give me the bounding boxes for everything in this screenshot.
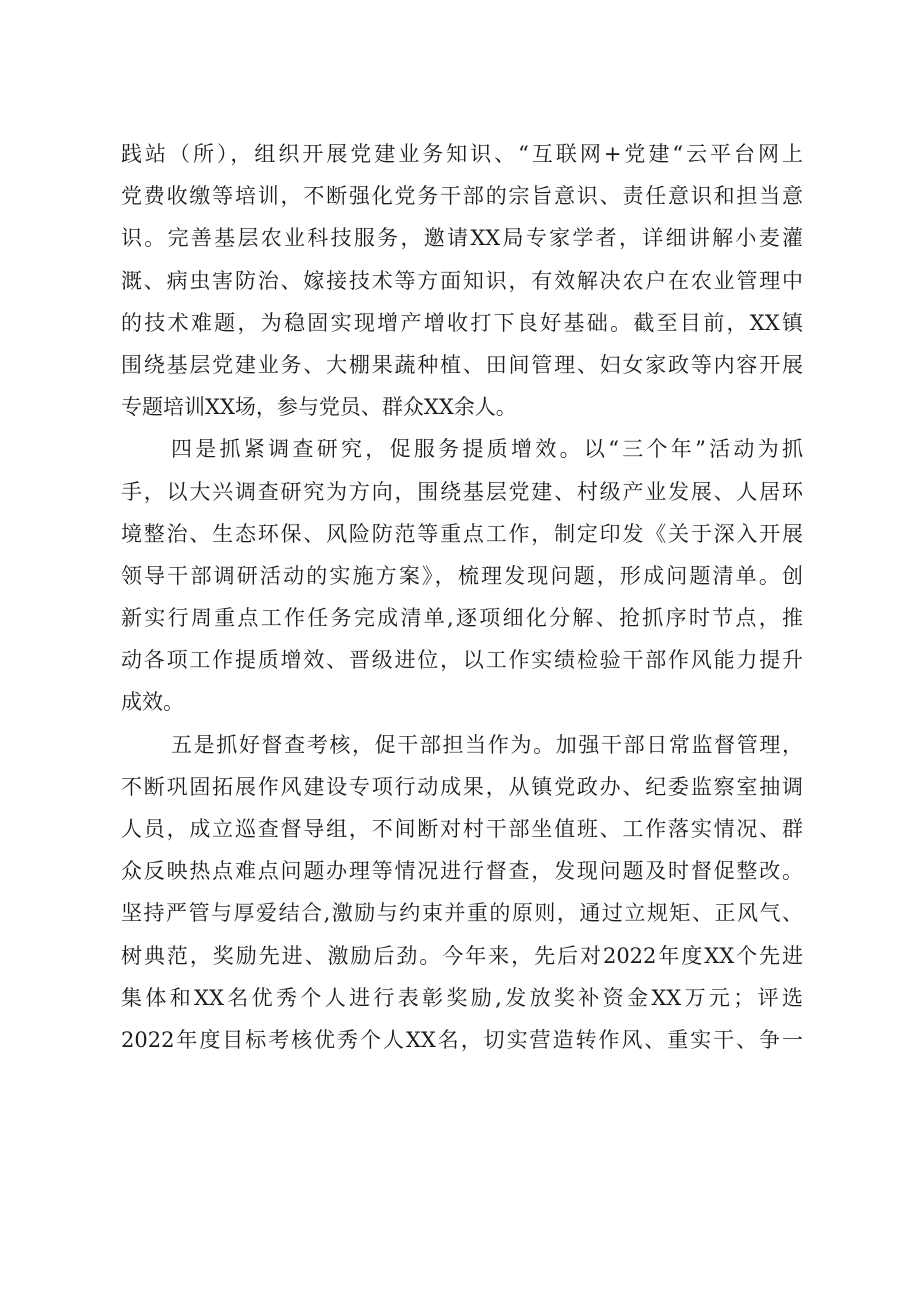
text-line: 五是抓好督查考核，促干部担当作为。加强干部日常监督管理， — [171, 732, 803, 757]
paragraph-2 — [121, 428, 803, 723]
document-body — [121, 133, 803, 1061]
text-line: 领导干部调研活动的实施方案》，梳理发现问题，形成问题清单。创 — [121, 563, 803, 588]
text-line: 众反映热点难点问题办理等情况进行督查，发现问题及时督促整改。 — [121, 859, 803, 884]
text-line: 新实行周重点工作任务完成清单,逐项细化分解、抢抓序时节点，推 — [121, 606, 803, 631]
text-line: 四是抓紧调查研究，促服务提质增效。以“三个年”活动为抓 — [171, 437, 803, 462]
text-line: 成效。 — [121, 690, 184, 715]
text-line: 境整治、生态环保、风险防范等重点工作，制定印发《关于深入开展 — [121, 521, 803, 546]
text-line: 专题培训XX场，参与党员、群众XX余人。 — [121, 395, 517, 420]
text-line: 动各项工作提质增效、晋级进位，以工作实绩检验干部作风能力提升 — [121, 648, 803, 673]
text-line: 践站（所），组织开展党建业务知识、“互联网+党建“云平台网上 — [121, 142, 803, 166]
text-line: 集体和XX名优秀个人进行表彰奖励,发放奖补资金XX万元；评选 — [121, 985, 803, 1010]
text-line: 树典范，奖励先进、激励后劲。今年来，先后对2022年度XX个先进 — [121, 943, 803, 968]
text-line: 2022年度目标考核优秀个人XX名，切实营造转作风、重实干、争一 — [121, 1027, 803, 1052]
text-line: 的技术难题，为稳固实现增产增收打下良好基础。截至目前，XX镇 — [121, 310, 803, 335]
text-line: 党费收缴等培训，不断强化党务干部的宗旨意识、责任意识和担当意 — [121, 184, 803, 209]
paragraph-3 — [121, 724, 803, 1062]
text-line: 围绕基层党建业务、大棚果蔬种植、田间管理、妇女家政等内容开展 — [121, 352, 803, 377]
text-line: 人员，成立巡查督导组，不间断对村干部坐值班、工作落实情况、群 — [121, 817, 803, 841]
text-line: 识。完善基层农业科技服务，邀请XX局专家学者，详细讲解小麦灌 — [121, 226, 803, 251]
text-line: 手，以大兴调查研究为方向，围绕基层党建、村级产业发展、人居环 — [121, 479, 803, 504]
paragraph-1 — [121, 133, 803, 428]
text-line: 坚持严管与厚爱结合,激励与约束并重的原则，通过立规矩、正风气、 — [121, 901, 803, 926]
text-line: 溉、病虫害防治、嫁接技术等方面知识，有效解决农户在农业管理中 — [121, 268, 803, 293]
text-line: 不断巩固拓展作风建设专项行动成果，从镇党政办、纪委监察室抽调 — [121, 774, 803, 799]
